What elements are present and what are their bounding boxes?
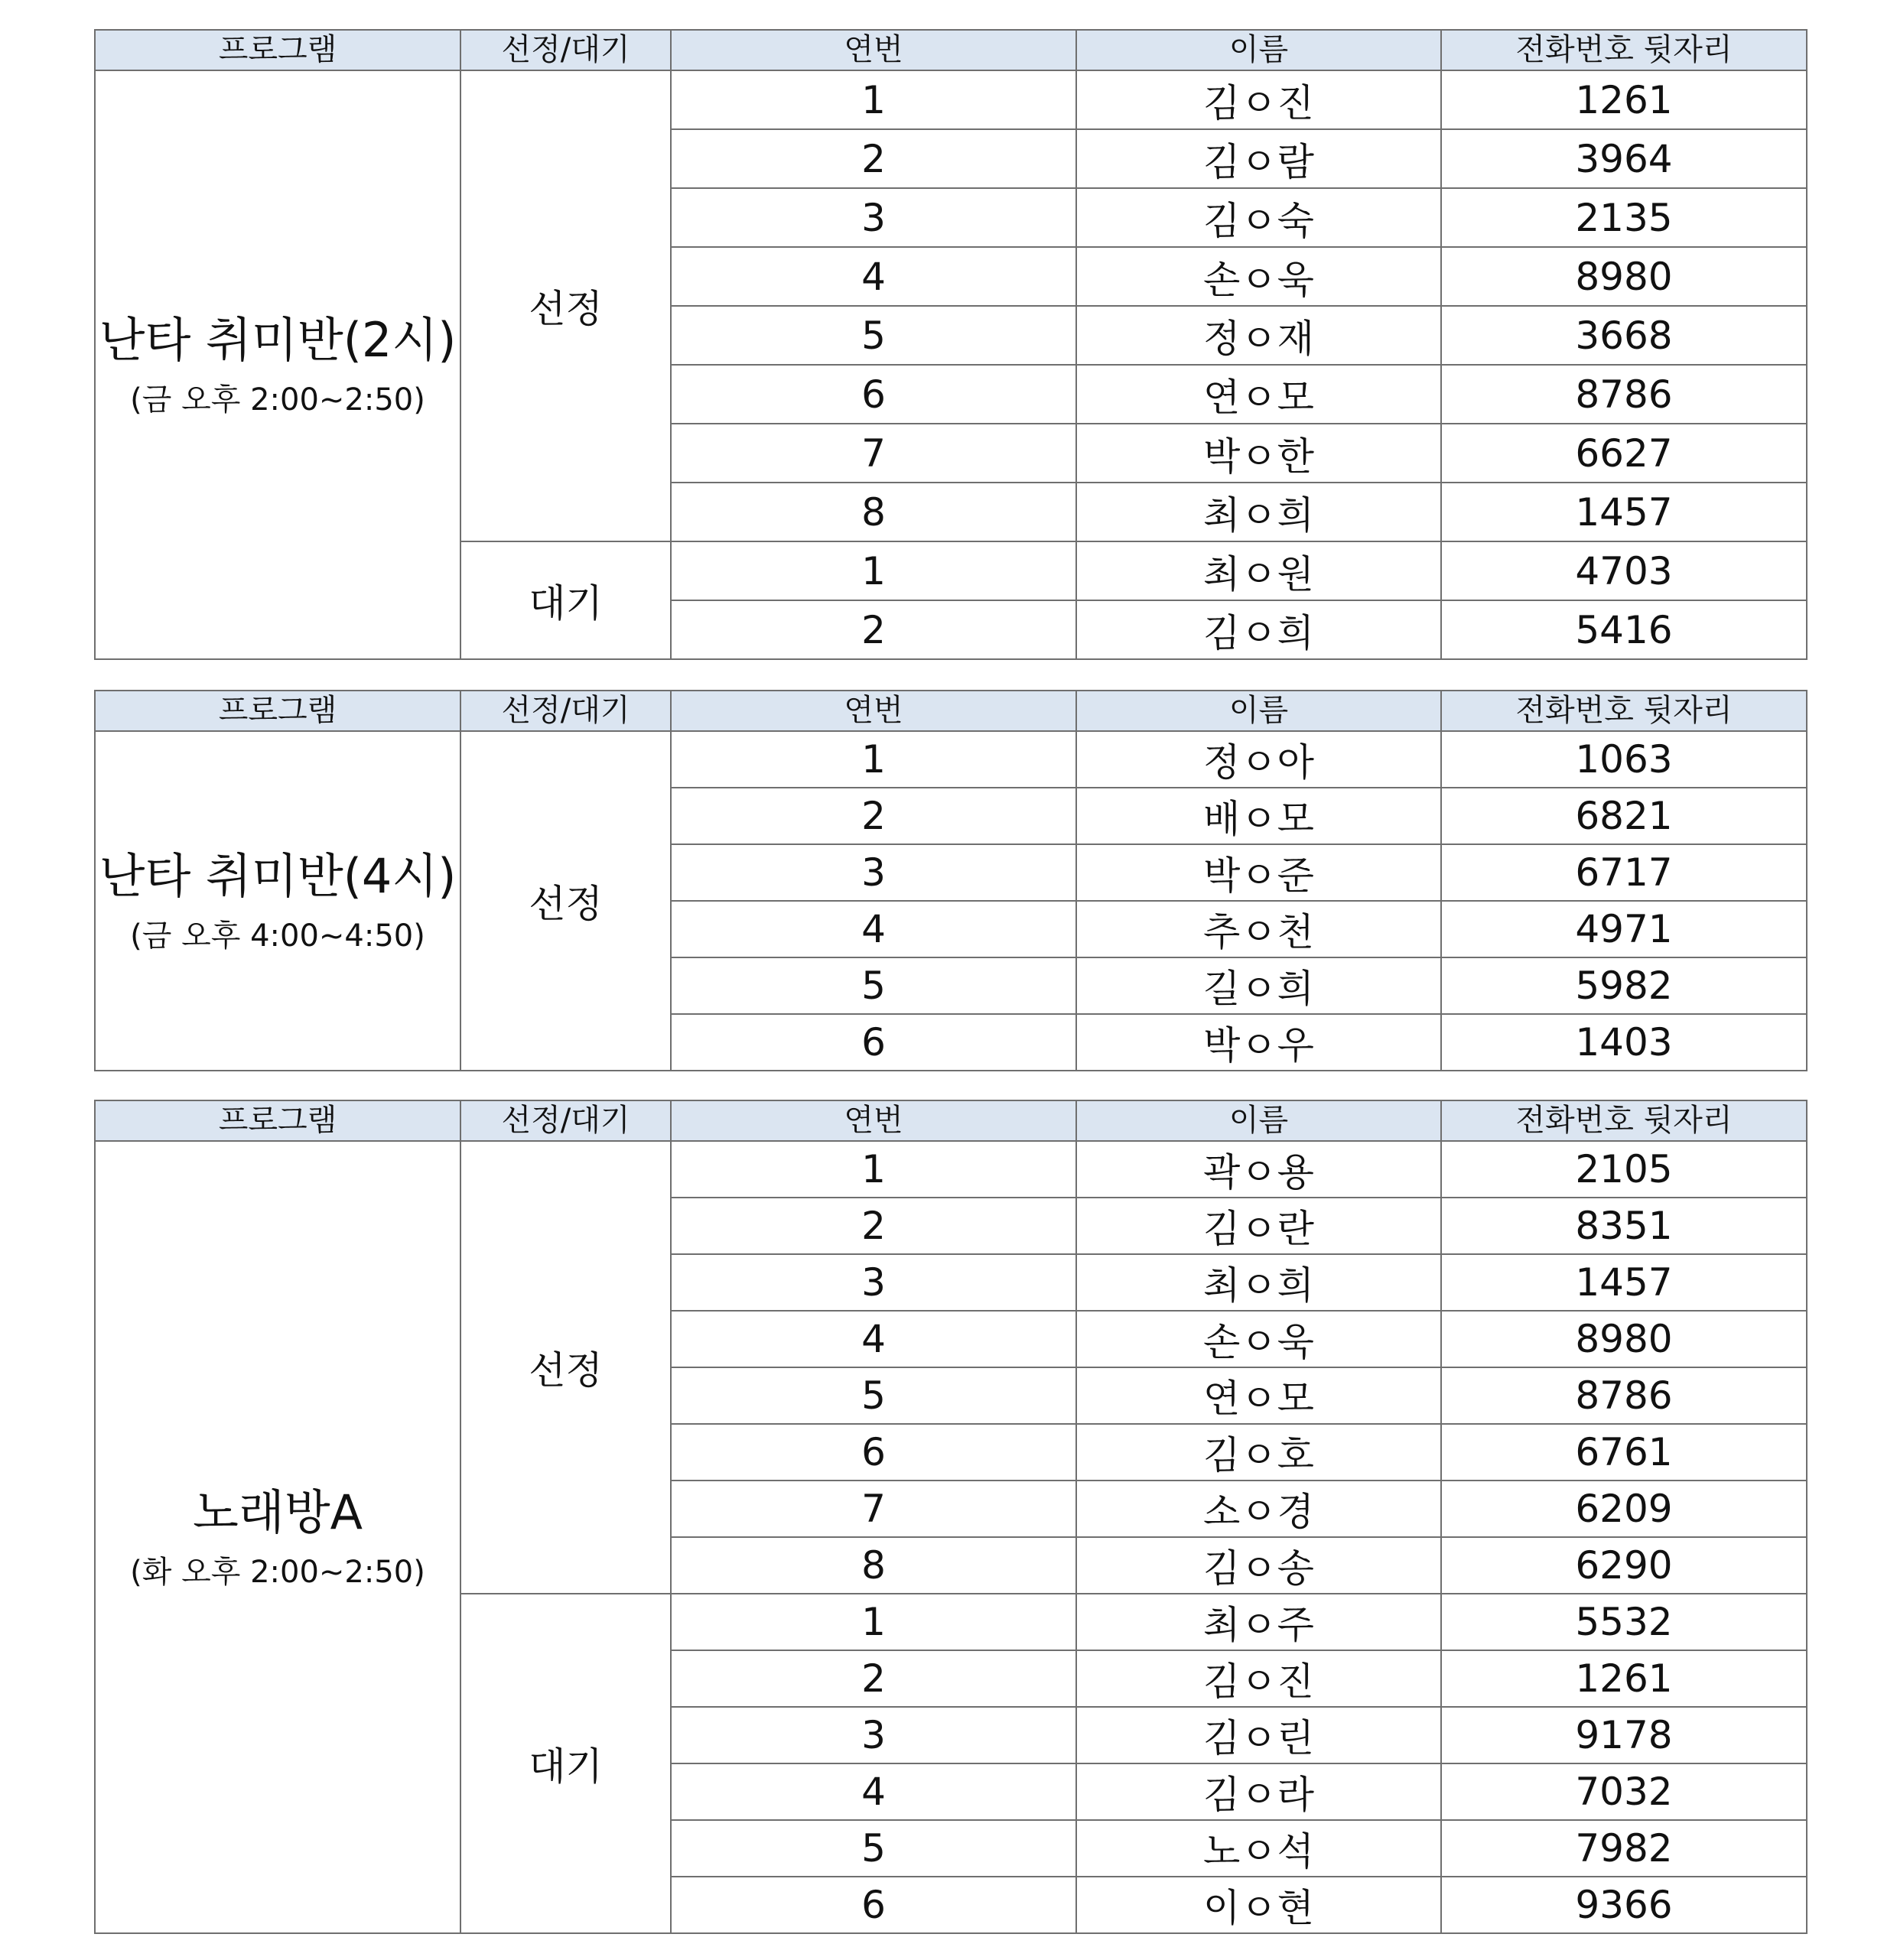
row-phone: 8351: [1441, 1198, 1807, 1254]
row-phone: 6290: [1441, 1537, 1807, 1594]
header-number: 연번: [671, 1100, 1076, 1141]
status-cell: 대기: [460, 1594, 671, 1933]
header-number: 연번: [671, 30, 1076, 70]
row-name: 최ㅇ희: [1076, 1254, 1441, 1311]
row-number: 7: [671, 424, 1076, 483]
row-number: 6: [671, 1877, 1076, 1933]
row-name: 추ㅇ천: [1076, 901, 1441, 957]
row-phone: 5532: [1441, 1594, 1807, 1650]
row-name: 배ㅇ모: [1076, 788, 1441, 844]
row-number: 1: [671, 541, 1076, 600]
program-table: [94, 1100, 1808, 1934]
row-phone: 8786: [1441, 365, 1807, 424]
row-number: 1: [671, 70, 1076, 129]
row-number: 3: [671, 188, 1076, 247]
row-phone: 1261: [1441, 70, 1807, 129]
header-row: [95, 1100, 1807, 1141]
row-number: 5: [671, 1820, 1076, 1877]
table-row: [95, 70, 1807, 129]
row-name: 곽ㅇ용: [1076, 1141, 1441, 1198]
program-time: (금 오후 2:00~2:50): [130, 382, 425, 418]
row-phone: 3964: [1441, 129, 1807, 188]
header-name: 이름: [1076, 1100, 1441, 1141]
row-number: 1: [671, 731, 1076, 788]
row-name: 정ㅇ재: [1076, 306, 1441, 365]
row-name: 김ㅇ진: [1076, 1650, 1441, 1707]
row-phone: 3668: [1441, 306, 1807, 365]
row-number: 6: [671, 365, 1076, 424]
header-name: 이름: [1076, 30, 1441, 70]
row-name: 최ㅇ원: [1076, 541, 1441, 600]
row-number: 2: [671, 1198, 1076, 1254]
row-phone: 2135: [1441, 188, 1807, 247]
header-phone: 전화번호 뒷자리: [1441, 691, 1807, 731]
program-time: (화 오후 2:00~2:50): [130, 1554, 425, 1590]
program-table: [94, 690, 1808, 1071]
row-name: 소ㅇ경: [1076, 1481, 1441, 1537]
row-phone: 8980: [1441, 247, 1807, 306]
row-phone: 6821: [1441, 788, 1807, 844]
row-number: 5: [671, 1367, 1076, 1424]
row-number: 2: [671, 788, 1076, 844]
row-phone: 9366: [1441, 1877, 1807, 1933]
header-row: [95, 691, 1807, 731]
row-phone: 7032: [1441, 1763, 1807, 1820]
row-name: 박ㅇ우: [1076, 1014, 1441, 1071]
row-number: 8: [671, 483, 1076, 541]
status-cell: 대기: [460, 541, 671, 659]
row-phone: 5982: [1441, 957, 1807, 1014]
row-number: 5: [671, 306, 1076, 365]
row-name: 최ㅇ주: [1076, 1594, 1441, 1650]
header-name: 이름: [1076, 691, 1441, 731]
row-phone: 8980: [1441, 1311, 1807, 1367]
row-number: 4: [671, 901, 1076, 957]
row-number: 4: [671, 247, 1076, 306]
header-program: 프로그램: [95, 691, 460, 731]
status-cell: 선정: [460, 731, 671, 1071]
row-phone: 4971: [1441, 901, 1807, 957]
row-name: 노ㅇ석: [1076, 1820, 1441, 1877]
program-cell: [95, 70, 460, 659]
status-cell: 선정: [460, 1141, 671, 1594]
row-phone: 6209: [1441, 1481, 1807, 1537]
row-phone: 1403: [1441, 1014, 1807, 1071]
row-number: 5: [671, 957, 1076, 1014]
row-phone: 9178: [1441, 1707, 1807, 1763]
row-name: 박ㅇ준: [1076, 844, 1441, 901]
row-number: 1: [671, 1141, 1076, 1198]
row-number: 1: [671, 1594, 1076, 1650]
row-phone: 1457: [1441, 483, 1807, 541]
row-name: 연ㅇ모: [1076, 365, 1441, 424]
row-number: 2: [671, 600, 1076, 659]
row-phone: 4703: [1441, 541, 1807, 600]
row-number: 4: [671, 1763, 1076, 1820]
row-name: 김ㅇ라: [1076, 1763, 1441, 1820]
row-number: 2: [671, 1650, 1076, 1707]
row-name: 손ㅇ욱: [1076, 1311, 1441, 1367]
row-name: 김ㅇ람: [1076, 129, 1441, 188]
program-name: 난타 취미반(4시): [99, 848, 457, 905]
row-phone: 2105: [1441, 1141, 1807, 1198]
row-name: 이ㅇ현: [1076, 1877, 1441, 1933]
row-phone: 1457: [1441, 1254, 1807, 1311]
header-status: 선정/대기: [460, 1100, 671, 1141]
header-phone: 전화번호 뒷자리: [1441, 1100, 1807, 1141]
row-number: 3: [671, 844, 1076, 901]
status-cell: 선정: [460, 70, 671, 541]
program-cell: [95, 731, 460, 1071]
row-name: 김ㅇ란: [1076, 1198, 1441, 1254]
header-status: 선정/대기: [460, 691, 671, 731]
row-number: 2: [671, 129, 1076, 188]
row-name: 김ㅇ숙: [1076, 188, 1441, 247]
row-phone: 6717: [1441, 844, 1807, 901]
table-row: [95, 1141, 1807, 1198]
row-phone: 1063: [1441, 731, 1807, 788]
row-phone: 1261: [1441, 1650, 1807, 1707]
row-name: 김ㅇ송: [1076, 1537, 1441, 1594]
header-status: 선정/대기: [460, 30, 671, 70]
row-name: 박ㅇ한: [1076, 424, 1441, 483]
row-phone: 5416: [1441, 600, 1807, 659]
row-number: 6: [671, 1014, 1076, 1071]
row-number: 8: [671, 1537, 1076, 1594]
header-phone: 전화번호 뒷자리: [1441, 30, 1807, 70]
header-program: 프로그램: [95, 30, 460, 70]
header-program: 프로그램: [95, 1100, 460, 1141]
header-row: [95, 30, 1807, 70]
row-number: 3: [671, 1254, 1076, 1311]
program-time: (금 오후 4:00~4:50): [130, 918, 425, 954]
row-phone: 7982: [1441, 1820, 1807, 1877]
row-number: 3: [671, 1707, 1076, 1763]
table-row: [95, 731, 1807, 788]
program-cell: [95, 1141, 460, 1933]
row-name: 최ㅇ희: [1076, 483, 1441, 541]
row-name: 김ㅇ호: [1076, 1424, 1441, 1481]
row-number: 7: [671, 1481, 1076, 1537]
program-name: 난타 취미반(2시): [99, 312, 457, 369]
row-name: 연ㅇ모: [1076, 1367, 1441, 1424]
row-name: 김ㅇ희: [1076, 600, 1441, 659]
program-table: [94, 29, 1808, 660]
row-name: 손ㅇ욱: [1076, 247, 1441, 306]
row-name: 정ㅇ아: [1076, 731, 1441, 788]
row-name: 김ㅇ린: [1076, 1707, 1441, 1763]
row-phone: 6761: [1441, 1424, 1807, 1481]
row-phone: 6627: [1441, 424, 1807, 483]
row-number: 4: [671, 1311, 1076, 1367]
header-number: 연번: [671, 691, 1076, 731]
row-name: 김ㅇ진: [1076, 70, 1441, 129]
row-number: 6: [671, 1424, 1076, 1481]
row-phone: 8786: [1441, 1367, 1807, 1424]
program-name: 노래방A: [192, 1484, 363, 1541]
row-name: 길ㅇ희: [1076, 957, 1441, 1014]
